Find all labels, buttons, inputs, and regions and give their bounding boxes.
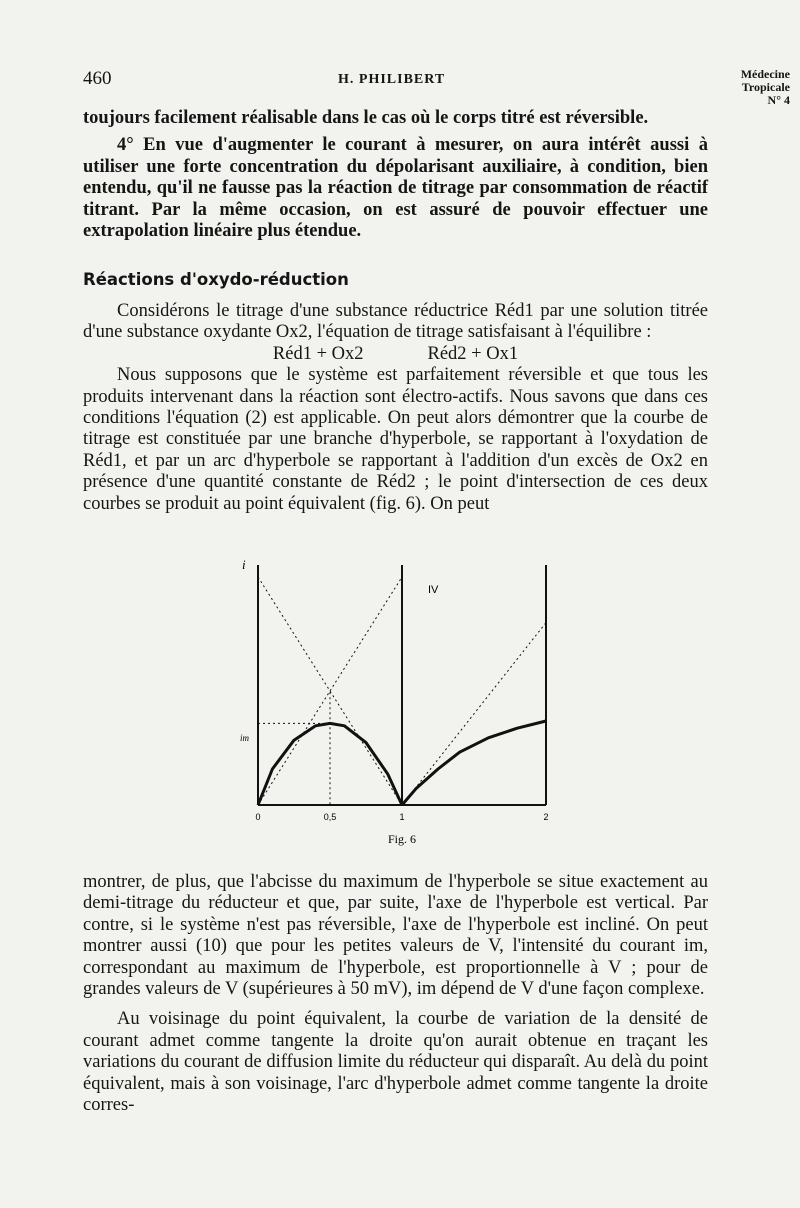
series-line-2 — [402, 721, 546, 805]
paragraph-hypothesis: Nous supposons que le système est parfaitement réversible et que tous les produits intervenant dans la réaction sont électro-actifs. Nous savons que dans ces conditions l'équation (2) est applicable. On peut alors démontrer que la courbe de titrage est constituée par une branche d'hyperbole, se rapportant à l'oxydation de Réd1, et par un arc d'hyperbole se rapportant à l'addition d'un excès de Ox2 en présence d'une quantité constante de Réd2 ; le point d'intersection de ces deux courbes se produit au point équivalent (fig. 6). On peut — [83, 365, 708, 514]
y-axis-label: i — [242, 557, 246, 572]
paragraph-intro: Considérons le titrage d'une substance réductrice Réd1 par une solution titrée d'une substance oxydante Ox2, l'équation de titrage satisfaisant à l'équilibre : — [83, 301, 708, 343]
series-line-5 — [402, 623, 546, 805]
top-text-block — [83, 108, 708, 242]
equation-right: Réd2 + Ox1 — [427, 343, 519, 364]
equation-left: Réd1 + Ox2 — [272, 343, 364, 364]
tick-labels — [255, 812, 548, 846]
max-current-label: im — [240, 733, 249, 743]
page-number: 460 — [83, 68, 112, 89]
x-tick-label: 1 — [399, 812, 405, 822]
intro-text-block — [83, 301, 708, 515]
x-tick-label: 0,5 — [323, 812, 337, 822]
x-tick-label: 0 — [255, 812, 261, 822]
paragraph-equivalence: Au voisinage du point équivalent, la courbe de variation de la densité de courant admet comme tangente la droite qu'on aurait obtenue en traçant les variations du courant de diffusion limite du réducteur qui disparaît. Au delà du point équivalent, mais à son voisinage, l'arc d'hyperbole admet comme tangente la droite corres- — [83, 1009, 708, 1116]
running-head: H. PHILIBERT — [338, 72, 446, 87]
x-tick-label: 2 — [543, 812, 549, 822]
bottom-text-block — [83, 872, 708, 1116]
section-title: Réactions d'oxydo-réduction — [83, 270, 349, 289]
journal-line: Médecine — [740, 67, 790, 81]
figure-6 — [238, 555, 568, 855]
titration-equation — [83, 344, 708, 365]
figure-caption: Fig. 6 — [387, 832, 417, 846]
journal-tag — [690, 68, 790, 107]
paragraph-point-4: 4° En vue d'augmenter le courant à mesurer, on aura intérêt aussi à utiliser une forte concentration du dépolarisant auxiliaire, à condition, bien entendu, qu'il ne fausse pas la réaction de titrage par consommation de réactif titrant. Par la même occasion, on est assuré de pouvoir effectuer une extrapolation linéaire plus étendue. — [83, 135, 708, 242]
titration-curve-chart — [238, 555, 568, 855]
journal-line: Tropicale — [741, 80, 790, 94]
journal-line: N° 4 — [767, 93, 790, 107]
paragraph-continuation: toujours facilement réalisable dans le cas où le corps titré est réversible. — [83, 108, 649, 128]
paragraph-continued: montrer, de plus, que l'abcisse du maximum de l'hyperbole se situe exactement au demi-titrage du réducteur et que, par suite, l'axe de l'hyperbole est vertical. Par contre, si le système n'est pas réversible, l'axe de l'hyperbole est incliné. On peut montrer aussi (10) que pour les petites valeurs de V, l'intensité du courant im, correspondant au maximum de l'hyperbole, est proportionnelle à V ; pour de grandes valeurs de V (supérieures à 50 mV), im dépend de V d'une façon complexe. — [83, 872, 708, 1000]
region-label: IV — [428, 584, 439, 596]
